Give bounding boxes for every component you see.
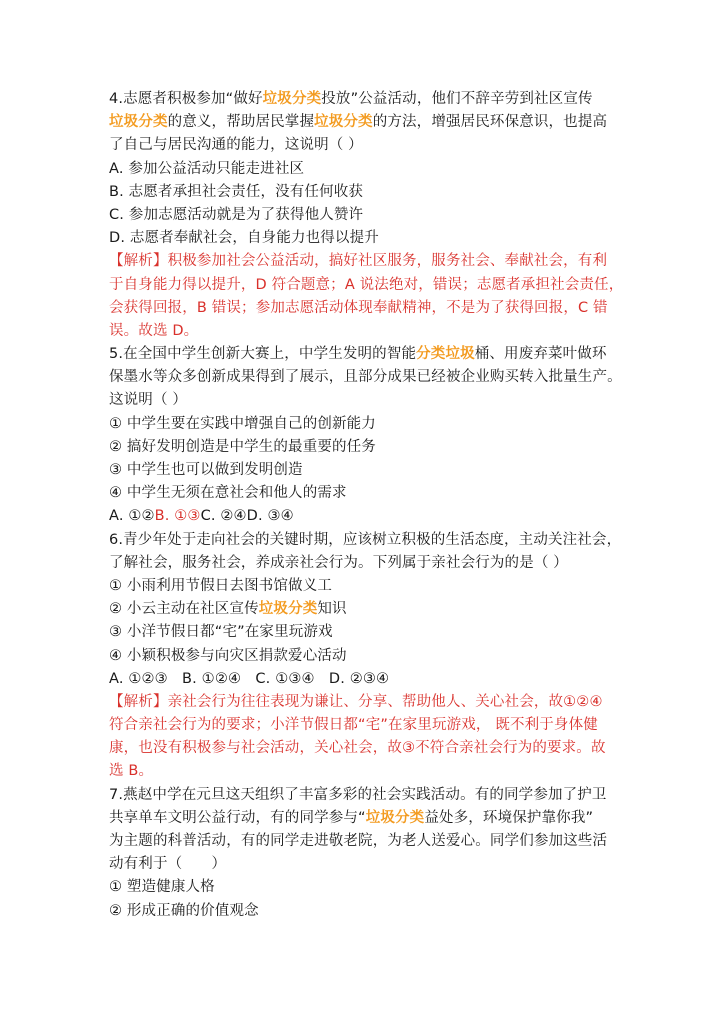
- q7-item-2: ② 形成正确的价值观念: [109, 902, 259, 919]
- document-page: [109, 88, 624, 923]
- q6-item-1: ① 小雨利用节假日去图书馆做义工: [109, 577, 333, 594]
- q5-item-2: ② 搞好发明创造是中学生的最重要的任务: [109, 438, 376, 455]
- q4-stem-text: 投放”公益活动，他们不辞辛劳到社区宣传: [321, 91, 593, 107]
- question-5: [109, 343, 621, 529]
- q6-item-4: ④ 小颖积极参与向灾区捐款爱心活动: [109, 647, 347, 664]
- q5-stem-line-3: 这说明（ ）: [109, 392, 188, 409]
- q6-explanation-line: 【解析】亲社会行为往往表现为谦让、分享、帮助他人、关心社会，故①②④: [109, 693, 603, 710]
- question-7: [109, 784, 621, 923]
- q4-option-c: C. 参加志愿活动就是为了获得他人赞许: [109, 206, 364, 223]
- q5-stem-text: 5.在全国中学生创新大赛上，中学生发明的智能: [109, 346, 417, 363]
- q7-stem-line-1: 7.燕赵中学在元旦这天组织了丰富多彩的社会实践活动。有的同学参加了护卫: [109, 786, 607, 803]
- q6-item-text: 知识: [317, 601, 347, 618]
- q4-stem-text: 的意义，帮助居民掌握: [167, 114, 315, 131]
- q5-item-3: ③ 中学生也可以做到发明创造: [109, 462, 303, 478]
- q4-option-b: B. 志愿者承担社会责任，没有任何收获: [109, 183, 364, 200]
- q6-options: A. ①②③ B. ①②④ C. ①③④ D. ②③④: [109, 670, 390, 687]
- q7-stem-line-4: 动有利于（ ）: [109, 856, 227, 873]
- keyword-highlight: 垃圾分类: [314, 114, 373, 131]
- q5-option-cd: C. ②④D. ③④: [200, 508, 294, 525]
- q4-stem-text: 的方法，增强居民环保意识，也提高: [372, 114, 608, 131]
- q5-option-b-answer: B. ①③: [154, 508, 201, 525]
- q5-stem-line-1: [109, 343, 621, 366]
- q5-stem-line-2: 保墨水等众多创新成果得到了展示，且部分成果已经被企业购买转入批量生产。: [109, 369, 622, 386]
- q4-stem-line-2: [109, 111, 621, 134]
- q6-item-3: ③ 小洋节假日都“宅”在家里玩游戏: [109, 624, 333, 641]
- question-6: [109, 529, 621, 784]
- q4-stem-line-3: 了自己与居民沟通的能力，这说明（ ）: [109, 137, 363, 154]
- q7-stem-line-2: [109, 807, 621, 830]
- keyword-highlight: 垃圾分类: [365, 809, 425, 826]
- keyword-highlight: 垃圾分类: [262, 91, 322, 107]
- q5-option-a: A. ①②: [109, 508, 155, 525]
- q7-stem-line-3: 为主题的科普活动，有的同学走进敬老院，为老人送爱心。同学们参加这些活: [109, 833, 608, 849]
- q7-stem-text: 共享单车文明公益行动，有的同学参与“: [109, 809, 366, 826]
- q4-explanation-line: 【解析】积极参加社会公益活动，搞好社区服务，服务社会、奉献社会，有利: [109, 253, 608, 270]
- q4-stem-line-1: [109, 88, 621, 111]
- q5-options: [109, 505, 621, 528]
- q6-stem-line-2: 了解社会，服务社会，养成亲社会行为。下列属于亲社会行为的是（ ）: [109, 554, 568, 571]
- q5-item-4: ④ 中学生无须在意社会和他人的需求: [109, 485, 347, 502]
- keyword-highlight: 分类垃圾: [416, 346, 475, 363]
- q4-explanation-line: 误。故选 D。: [109, 322, 199, 339]
- q7-stem-text: 益处多，环境保护靠你我”: [424, 809, 594, 826]
- q5-item-1: ① 中学生要在实践中增强自己的创新能力: [109, 415, 376, 432]
- keyword-highlight: 垃圾分类: [109, 114, 168, 131]
- q6-item-2: [109, 598, 621, 621]
- q6-stem-line-1: 6.青少年处于走向社会的关键时期，应该树立积极的生活态度，主动关注社会，: [109, 531, 622, 548]
- q4-explanation-line: 于自身能力得以提升，D 符合题意；A 说法绝对，错误；志愿者承担社会责任，: [109, 276, 624, 293]
- q4-explanation-line: 会获得回报，B 错误；参加志愿活动体现奉献精神，不是为了获得回报，C 错: [109, 299, 608, 316]
- q6-item-text: ② 小云主动在社区宣传: [109, 601, 259, 618]
- q6-explanation-line: 选 B。: [109, 763, 154, 780]
- q4-option-a: A. 参加公益活动只能走进社区: [109, 160, 305, 177]
- q4-option-d: D. 志愿者奉献社会，自身能力也得以提升: [109, 230, 379, 247]
- q7-item-1: ① 塑造健康人格: [109, 879, 215, 896]
- question-4: [109, 88, 624, 343]
- q4-stem-text: 4.志愿者积极参加“做好: [109, 91, 263, 107]
- q6-explanation-line: 符合亲社会行为的要求；小洋节假日都“宅”在家里玩游戏， 既不利于身体健: [109, 717, 598, 734]
- q6-explanation-line: 康，也没有积极参与社会活动，关心社会，故③不符合亲社会行为的要求。故: [109, 740, 606, 757]
- keyword-highlight: 垃圾分类: [258, 601, 318, 618]
- q5-stem-text: 桶、用废弃菜叶做环: [474, 346, 607, 363]
